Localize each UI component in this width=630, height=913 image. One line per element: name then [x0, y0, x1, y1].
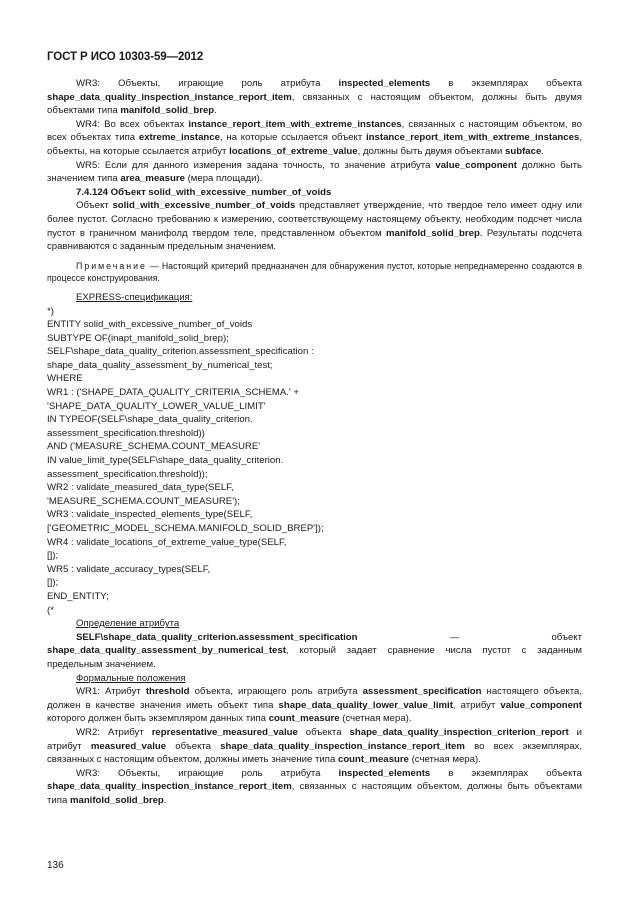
bold-term: extreme_instance [138, 132, 220, 144]
text-run: WR4: Во всех объектах [76, 118, 189, 130]
express-label: EXPRESS-спецификация: [76, 291, 193, 303]
text-run: . [163, 794, 167, 806]
code-line: (* [47, 604, 54, 616]
bold-term: manifold_solid_brep [69, 794, 164, 806]
bold-term: measured_value [90, 740, 167, 752]
wr3-top-paragraph [47, 77, 582, 118]
code-line: SELF\shape_data_quality_criterion.assessment_specification : [47, 346, 314, 358]
formal-label: Формальные положения [76, 672, 186, 684]
bold-term: locations_of_extreme_value [229, 145, 358, 157]
text-run: Объект [76, 200, 113, 212]
bold-term: shape_data_quality_inspection_criterion_report [349, 726, 569, 738]
text-run: во всех экземплярах, связанных с настоящим объектом, должны иметь значение типа [47, 740, 582, 766]
text-run: WR3: Объекты, играющие роль атрибута [76, 78, 339, 89]
text-run: . Результаты подсчета сравниваются с заданным предельным значением. [47, 227, 583, 253]
text-run: , атрибут [452, 699, 501, 711]
bold-term: instance_report_item_with_extreme_instances [366, 132, 580, 144]
code-line: WR4 : validate_locations_of_extreme_value_type(SELF, [47, 536, 287, 548]
document-header: ГОСТ Р ИСО 10303-59—2012 [47, 51, 204, 63]
attr-def-label: Определение атрибута [76, 618, 180, 630]
code-line: AND ('MEASURE_SCHEMA.COUNT_MEASURE' [47, 441, 261, 453]
bold-term: inspected_elements [338, 767, 431, 779]
text-run: которого должен быть экземпляром данных типа [47, 713, 269, 725]
text-run: в экземплярах объекта [430, 767, 583, 779]
code-line: assessment_specification.threshold)); [47, 468, 208, 480]
bold-term: solid_with_excessive_number_of_voids [112, 200, 296, 212]
text-run: WR1: Атрибут [76, 686, 146, 698]
text-run: (счетная мера). [408, 754, 481, 766]
code-line: WR3 : validate_inspected_elements_type(SELF, [47, 509, 253, 521]
bold-term: shape_data_quality_lower_value_limit [278, 699, 453, 711]
code-line: ENTITY solid_with_excessive_number_of_voids [47, 319, 253, 331]
attr-def-paragraph [47, 631, 582, 672]
code-line: assessment_specification.threshold)) [47, 427, 205, 439]
code-line: *) [47, 305, 54, 317]
code-line: IN TYPEOF(SELF\shape_data_quality_criterion. [47, 414, 253, 426]
text-run: и атрибут [47, 726, 582, 752]
bold-term: shape_data_quality_assessment_by_numerical_test [47, 645, 286, 657]
text-run: в экземплярах объекта [430, 78, 583, 89]
code-line: END_ENTITY; [47, 590, 109, 602]
text-run: , который задает сравнение числа пустот с заданным предельным значением. [47, 645, 582, 670]
text-run: , связанных с настоящим объектом, должны быть двумя объектами типа [47, 91, 582, 117]
text-run: представляет утверждение, что твердое тело имеет одну или более пустот. Согласно требованию к измерению, соответствующему настоящему объекту, необходим подсчет числа пустот в граничном манифолд твердом теле, представленном объектом [47, 200, 582, 239]
code-line: WR1 : ('SHAPE_DATA_QUALITY_CRITERIA_SCHEMA.' + [47, 387, 300, 399]
wr2-paragraph [47, 726, 582, 767]
section-heading: 7.4.124 Объект solid_with_excessive_number_of_voids [76, 186, 332, 198]
wr3-paragraph [47, 767, 582, 808]
text-run: . [214, 105, 217, 117]
code-line: []); [47, 550, 59, 562]
text-run: . [541, 145, 544, 157]
bold-term: assessment_specification [362, 686, 482, 698]
bold-term: area_measure [120, 173, 185, 185]
note-text: — Настоящий критерий предназначен для обнаружения пустот, которые непреднамеренно создаются в процессе конструирования. [47, 260, 582, 284]
text-run: должно быть значением типа [47, 159, 582, 185]
code-line: shape_data_quality_assessment_by_numerical_test; [47, 359, 273, 371]
bold-term: shape_data_quality_inspection_instance_report_item [47, 91, 292, 103]
bold-term: count_measure [337, 754, 409, 766]
bold-term: manifold_solid_brep [386, 227, 480, 239]
wr1-paragraph [47, 685, 582, 726]
text-run: (мера площади). [184, 173, 263, 185]
bold-term: subface [505, 145, 542, 157]
bold-term: value_component [435, 159, 517, 171]
text-run: , должны быть двумя объектами [357, 145, 506, 157]
text-run: — объект [357, 631, 582, 643]
text-run: , связанных с настоящим объектом, во всех объектах типа [47, 118, 582, 144]
text-run: (счетная мера). [339, 713, 412, 725]
express-code [47, 305, 582, 618]
wr5-top-paragraph [47, 159, 582, 186]
bold-term: shape_data_quality_inspection_instance_report_item [220, 740, 465, 752]
text-run: WR2: Атрибут [76, 726, 152, 738]
code-line: SUBTYPE OF(inapt_manifold_solid_brep); [47, 332, 229, 344]
bold-term: value_component [500, 699, 582, 711]
bold-term: SELF\shape_data_quality_criterion.assessment_specification [76, 631, 358, 643]
code-line: 'SHAPE_DATA_QUALITY_LOWER_VALUE_LIMIT' [47, 400, 266, 412]
bold-term: shape_data_quality_inspection_instance_report_item [47, 781, 292, 793]
code-line: IN value_limit_type(SELF\shape_data_quality_criterion. [47, 455, 284, 467]
text-run: , объекты, на которые ссылается атрибут [47, 132, 582, 157]
text-run: WR5: Если для данного измерения задана точность, то значение атрибута [76, 159, 436, 171]
wr4-top-paragraph [47, 118, 582, 159]
section-intro [47, 199, 582, 253]
note-label: Примечание [76, 260, 147, 271]
code-line: WR2 : validate_measured_data_type(SELF, [47, 482, 234, 494]
code-line: ['GEOMETRIC_MODEL_SCHEMA.MANIFOLD_SOLID_BREP']); [47, 523, 324, 534]
bold-term: inspected_elements [338, 78, 431, 89]
document-body [47, 77, 582, 807]
code-line: WR5 : validate_accuracy_types(SELF, [47, 563, 211, 575]
text-run: настоящего объекта, должен в качестве значения иметь объект типа [47, 686, 582, 711]
bold-term: threshold [145, 686, 190, 698]
text-run: WR3: Объекты, играющие роль атрибута [76, 767, 339, 779]
code-line: WHERE [47, 373, 83, 385]
text-run: , связанных с настоящим объектом, должны быть объектами типа [47, 781, 582, 806]
bold-term: instance_report_item_with_extreme_instances [188, 118, 402, 130]
page-number: 136 [47, 860, 64, 871]
text-run: объекта, играющего роль атрибута [189, 686, 363, 698]
text-run: , на которые ссылается объект [219, 132, 367, 144]
bold-term: representative_measured_value [151, 726, 298, 738]
note [47, 260, 582, 285]
text-run: объекта [166, 740, 221, 752]
text-run: объекта [297, 726, 350, 738]
bold-term: manifold_solid_brep [120, 105, 215, 117]
bold-term: count_measure [268, 713, 340, 725]
code-line: 'MEASURE_SCHEMA.COUNT_MEASURE'); [47, 495, 240, 507]
code-line: []); [47, 577, 59, 589]
